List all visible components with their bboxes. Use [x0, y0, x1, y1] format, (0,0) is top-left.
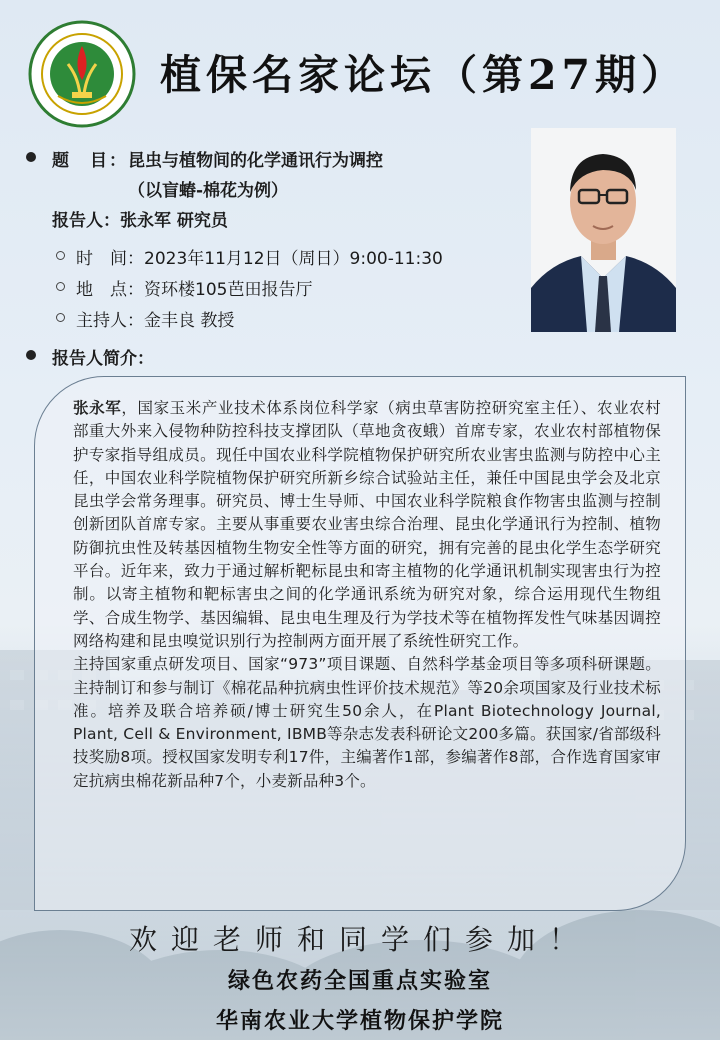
college-emblem-icon [28, 20, 136, 128]
host-value: 金丰良 教授 [144, 311, 235, 331]
topic-line2: （以盲蝽-棉花为例） [128, 181, 289, 201]
bio-name: 张永军 [73, 399, 122, 417]
topic-line1: 昆虫与植物间的化学通讯行为调控 [128, 151, 383, 171]
time-row [76, 244, 443, 269]
ring-bullet-icon [56, 251, 65, 260]
welcome-message: 欢迎老师和同学们参加！ [128, 923, 591, 956]
speaker-label: 报告人： [52, 211, 120, 231]
speaker-value: 张永军 研究员 [120, 211, 228, 231]
time-label: 时 间： [76, 249, 144, 269]
ring-bullet-icon [56, 282, 65, 291]
bullet-icon [26, 152, 36, 162]
topic-row [52, 146, 383, 171]
location-value: 资环楼105芭田报告厅 [144, 280, 313, 300]
host-row [76, 306, 234, 331]
speaker-row [52, 206, 228, 231]
bio-paragraph-1: ，国家玉米产业技术体系岗位科学家（病虫草害防控研究室主任）、农业农村部重大外来入侵物种防控科技支撑团队（草地贪夜蛾）首席专家，农业农村部植物保护专家指导组成员。现任中国农业科学院植物保护研究所农业害虫监测与防控中心主任，中国农业科学院植物保护研究所新乡综合试验站主任，兼任中国昆虫学会及北京昆虫学会常务理事。研究员、博士生导师、中国农业科学院粮食作物害虫监测与控制创新团队首席专家。主要从事重要农业害虫综合治理、昆虫化学通讯行为控制、植物防御抗虫性及转基因植物生物安全性等方面的研究，拥有完善的昆虫化学生态学研究平台。近年来，致力于通过解析靶标昆虫和寄主植物的化学通讯机制实现害虫行为控制。以寄主植物和靶标害虫之间的化学通讯系统为研究对象，综合运用现代生物组学、合成生物学、基因编辑、昆虫电生理及行为学技术等在植物挥发性气味基因调控网络构建和昆虫嗅觉识别行为控制两方面开展了系统性研究工作。 [73, 399, 661, 650]
page-title: 植保名家论坛（第27期） [160, 51, 688, 99]
location-row [76, 275, 312, 300]
speaker-photo [531, 128, 676, 332]
bio-text [73, 397, 661, 793]
ring-bullet-icon [56, 313, 65, 322]
college-name: 华南农业大学植物保护学院 [215, 1008, 504, 1034]
bio-paragraph-2: 主持国家重点研发项目、国家“973”项目课题、自然科学基金项目等多项科研课题。主持制订和参与制订《棉花品种抗病虫性评价技术规范》等20余项国家及行业技术标准。培养及联合培养硕/博士研究生50余人，在Plant Biotechnology Journal, Plant, Cell & Environment, IBMB等杂志发表科研论文200多篇。获国家/省部级科技奖励8项。授权国家发明专利17件，主编著作1部，参编著作8部，合作选育国家审定抗病虫棉花新品种7个，小麦新品种3个。 [73, 655, 661, 790]
lab-name: 绿色农药全国重点实验室 [227, 968, 492, 994]
topic-label: 题 目： [52, 151, 128, 171]
host-label: 主持人： [76, 311, 144, 331]
time-value: 2023年11月12日（周日）9:00-11:30 [144, 249, 443, 269]
bio-heading: 报告人简介： [52, 349, 154, 369]
bullet-icon [26, 350, 36, 360]
location-label: 地 点： [76, 280, 144, 300]
